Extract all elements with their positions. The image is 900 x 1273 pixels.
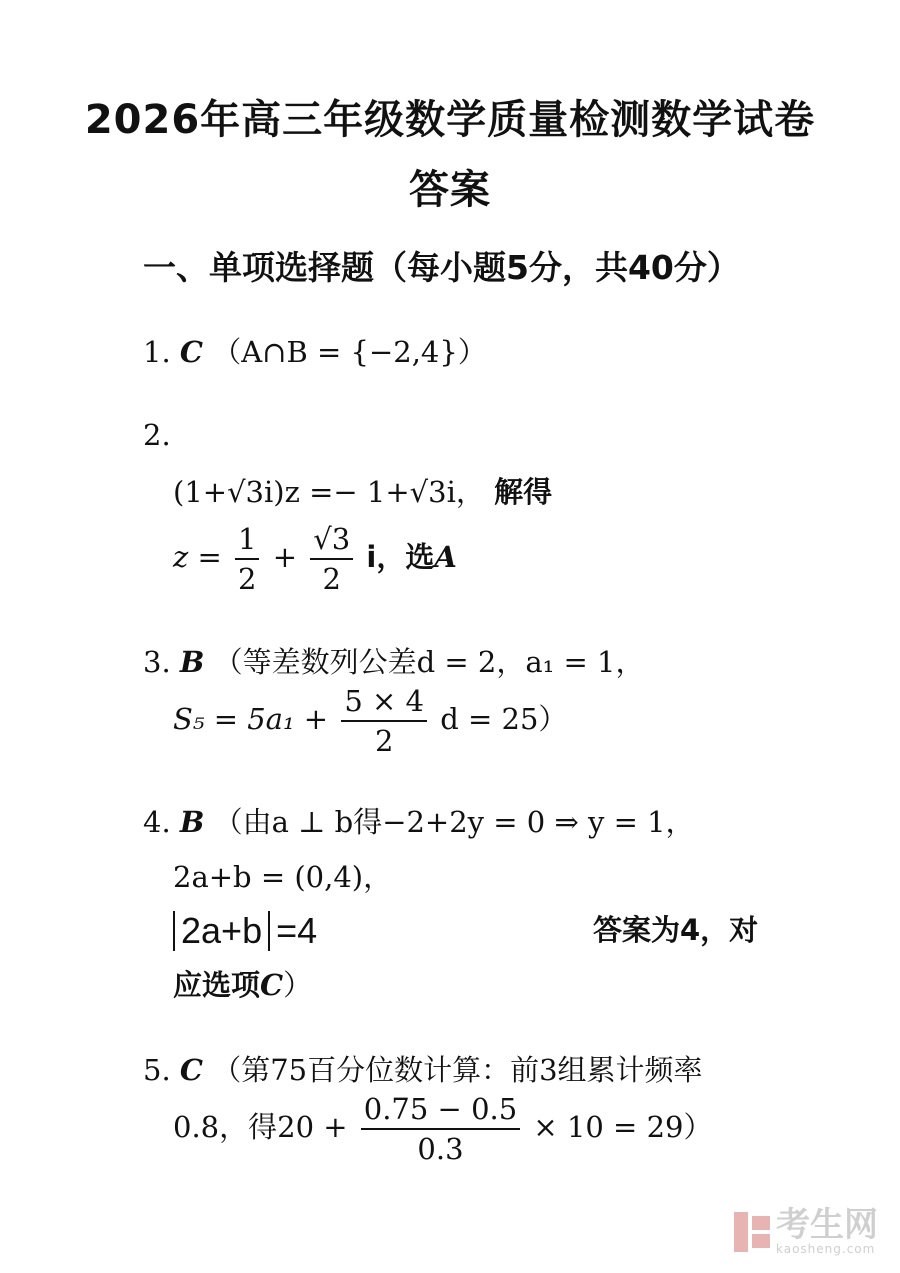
abs-inner-expression: 2a+b [181,910,263,951]
explanation-text: （由a ⊥ b得−2+2y = 0 ⇒ y = 1， [213,805,695,839]
question-4-line-1 [143,800,695,841]
watermark [734,1205,878,1256]
fraction-denominator: 2 [374,724,394,758]
watermark-logo-icon [734,1212,770,1252]
answer-choice: C [179,1053,203,1087]
fraction [341,684,427,758]
absolute-bar-right [268,911,270,951]
page-subtitle: 答案 [409,167,491,213]
fraction-numerator: 1 [235,522,259,560]
equation-suffix: × 10 = 29） [533,1110,713,1144]
question-3-line-1 [143,640,644,681]
equation-prefix: z = [173,540,222,574]
fraction-denominator: 2 [322,562,341,596]
equation-prefix: S₅ = 5a₁ + [173,702,329,736]
question-number: 4. [143,805,171,839]
equation: (1+√3i)z =− 1+√3i， [173,475,485,509]
question-number: 3. [143,645,171,679]
answer-choice: C [260,968,284,1002]
question-4-line-2: 2a+b = (0,4)， [173,860,393,894]
fraction [361,1092,520,1166]
explanation-text: i，选 [366,540,435,574]
watermark-name: 考生网 [776,1205,878,1245]
equation-suffix: d = 25） [440,702,568,736]
question-2-number: 2. [143,418,171,452]
section-heading: 一、单项选择题（每小题5分，共40分） [143,248,740,287]
fraction-numerator: 0.75 − 0.5 [361,1092,520,1130]
answer-choice: B [179,645,205,679]
fraction-denominator: 2 [238,562,257,596]
fraction-denominator: 0.3 [417,1132,464,1166]
question-5-line-1 [143,1048,703,1089]
side-note: 答案为4，对 [593,913,759,947]
watermark-url: kaosheng.com [776,1242,876,1256]
question-4-line-4 [173,963,312,1004]
question-5-line-2 [173,1092,712,1166]
fraction [310,522,353,596]
question-number: 5. [143,1053,171,1087]
question-3-line-2 [173,684,567,758]
question-2-line-2 [173,522,457,596]
question-number: 1. [143,335,171,369]
answer-explanation: （A∩B = {−2,4}） [212,335,487,369]
watermark-text [776,1205,878,1256]
fraction [235,522,259,596]
answer-choice: A [434,540,457,574]
explanation-text: （第75百分位数计算：前3组累计频率 [212,1053,703,1087]
abs-result: =4 [276,910,318,951]
absolute-bar-left [173,911,175,951]
explanation-text: 解得 [494,475,553,509]
answer-choice: B [179,805,205,839]
explanation-text: （等差数列公差d = 2，a₁ = 1， [213,645,645,679]
fraction-numerator: 5 × 4 [341,684,427,722]
plus-sign: + [272,540,297,574]
question-2-line-1 [173,470,552,511]
page-title: 2026年高三年级数学质量检测数学试卷 [84,97,816,143]
closing-paren: ） [283,968,313,1002]
question-1 [143,330,487,371]
absolute-value-expression [167,910,317,952]
fraction-numerator: √3 [310,522,353,560]
equation-prefix: 0.8，得20 + [173,1110,348,1144]
explanation-text: 应选项 [173,968,261,1002]
answer-choice: C [179,335,203,369]
